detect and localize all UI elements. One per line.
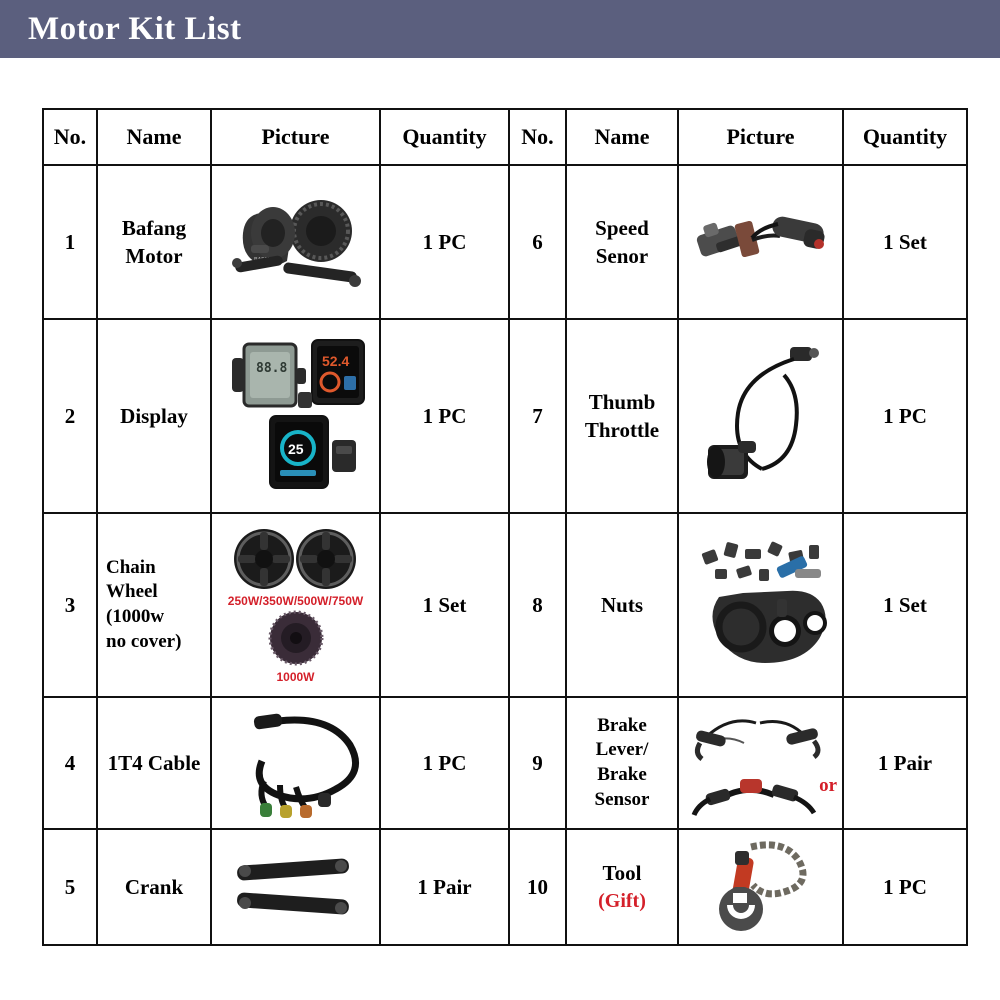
table-row — [43, 697, 967, 829]
item-picture-cell — [211, 319, 380, 513]
table-header-row — [43, 109, 967, 165]
item-picture-cell — [678, 319, 843, 513]
item-quantity: 1 Pair — [380, 829, 509, 945]
col-header-no-right: No. — [509, 109, 566, 165]
mid-drive-motor-image — [213, 167, 378, 317]
item-name-line: Wheel — [106, 581, 158, 603]
item-no: 6 — [509, 165, 566, 319]
brake-lever-sensor-image — [680, 699, 841, 827]
item-no: 9 — [509, 697, 566, 829]
lcd-display-image — [213, 321, 378, 511]
table-header — [43, 109, 967, 165]
item-quantity: 1 Set — [380, 513, 509, 697]
crank-arms-image — [213, 831, 378, 943]
svg-text:25: 25 — [287, 441, 304, 457]
item-no: 1 — [43, 165, 97, 319]
item-quantity: 1 PC — [380, 319, 509, 513]
item-name-line: Display — [120, 403, 188, 428]
item-quantity: 1 PC — [380, 165, 509, 319]
cable-harness-image — [213, 699, 378, 827]
item-name — [566, 165, 678, 319]
item-name-line: Thumb — [588, 389, 656, 414]
item-name — [97, 513, 211, 697]
item-picture-cell — [678, 513, 843, 697]
item-name-line: Motor — [125, 244, 183, 268]
item-name-line: Speed — [595, 215, 649, 240]
nuts-bracket-image — [680, 515, 841, 695]
item-name-line: (1000w — [106, 606, 165, 627]
item-quantity: 1 PC — [380, 697, 509, 829]
or-label: or — [819, 775, 837, 796]
header-banner — [0, 0, 1000, 58]
col-header-quantity-right: Quantity — [843, 109, 967, 165]
col-header-quantity-left: Quantity — [380, 109, 509, 165]
item-name-line: Throttle — [584, 418, 660, 442]
item-name — [566, 829, 678, 945]
item-name — [97, 319, 211, 513]
item-name-line: Lever/ — [595, 739, 649, 761]
item-no: 10 — [509, 829, 566, 945]
item-quantity: 1 Set — [843, 513, 967, 697]
item-name-line: Tool — [602, 861, 642, 886]
motor-kit-table — [42, 108, 968, 946]
col-header-name-right: Name — [566, 109, 678, 165]
item-picture-cell — [678, 829, 843, 945]
item-no: 8 — [509, 513, 566, 697]
item-name-line: Brake — [597, 714, 647, 736]
item-no: 7 — [509, 319, 566, 513]
table-row — [43, 319, 967, 513]
item-name — [566, 513, 678, 697]
item-name-line: Nuts — [600, 592, 643, 617]
item-quantity: 1 PC — [843, 829, 967, 945]
speed-sensor-image — [680, 167, 841, 317]
item-name-line: Sensor — [594, 788, 650, 810]
svg-text:88.8: 88.8 — [255, 361, 287, 376]
item-picture-cell — [211, 165, 380, 319]
item-quantity: 1 Pair — [843, 697, 967, 829]
item-name — [97, 697, 211, 829]
col-header-picture-right: Picture — [678, 109, 843, 165]
item-name-line: 1T4 Cable — [107, 750, 201, 775]
table-row — [43, 513, 967, 697]
gift-label: (Gift) — [598, 889, 646, 912]
table-body — [43, 165, 967, 945]
item-picture-cell — [211, 513, 380, 697]
item-picture-cell — [678, 165, 843, 319]
tool-wrench-image — [680, 831, 841, 943]
item-name — [566, 697, 678, 829]
kit-table-wrapper — [42, 108, 958, 946]
item-quantity: 1 Set — [843, 165, 967, 319]
chain-wheel-caption-2: 1000W — [276, 670, 315, 684]
item-name — [97, 165, 211, 319]
item-name-line: Brake — [597, 764, 647, 785]
col-header-picture-left: Picture — [211, 109, 380, 165]
item-no: 5 — [43, 829, 97, 945]
col-header-name-left: Name — [97, 109, 211, 165]
item-picture-cell — [678, 697, 843, 829]
item-name-line: Senor — [595, 244, 649, 268]
item-name-line: Bafang — [121, 215, 187, 240]
chain-wheel-image — [213, 515, 378, 695]
col-header-no-left: No. — [43, 109, 97, 165]
item-name — [566, 319, 678, 513]
thumb-throttle-image — [680, 321, 841, 511]
item-picture-cell — [211, 697, 380, 829]
item-name-line: Chain — [106, 556, 156, 578]
item-picture-cell — [211, 829, 380, 945]
item-no: 3 — [43, 513, 97, 697]
item-name-line: Crank — [124, 874, 184, 899]
chain-wheel-caption-1: 250W/350W/500W/750W — [227, 594, 364, 608]
table-row — [43, 829, 967, 945]
page-title: Motor Kit List — [28, 10, 242, 47]
item-no: 2 — [43, 319, 97, 513]
svg-text:52.4: 52.4 — [321, 353, 349, 369]
item-name-line: no cover) — [106, 630, 182, 652]
item-name — [97, 829, 211, 945]
table-row — [43, 165, 967, 319]
item-quantity: 1 PC — [843, 319, 967, 513]
item-no: 4 — [43, 697, 97, 829]
